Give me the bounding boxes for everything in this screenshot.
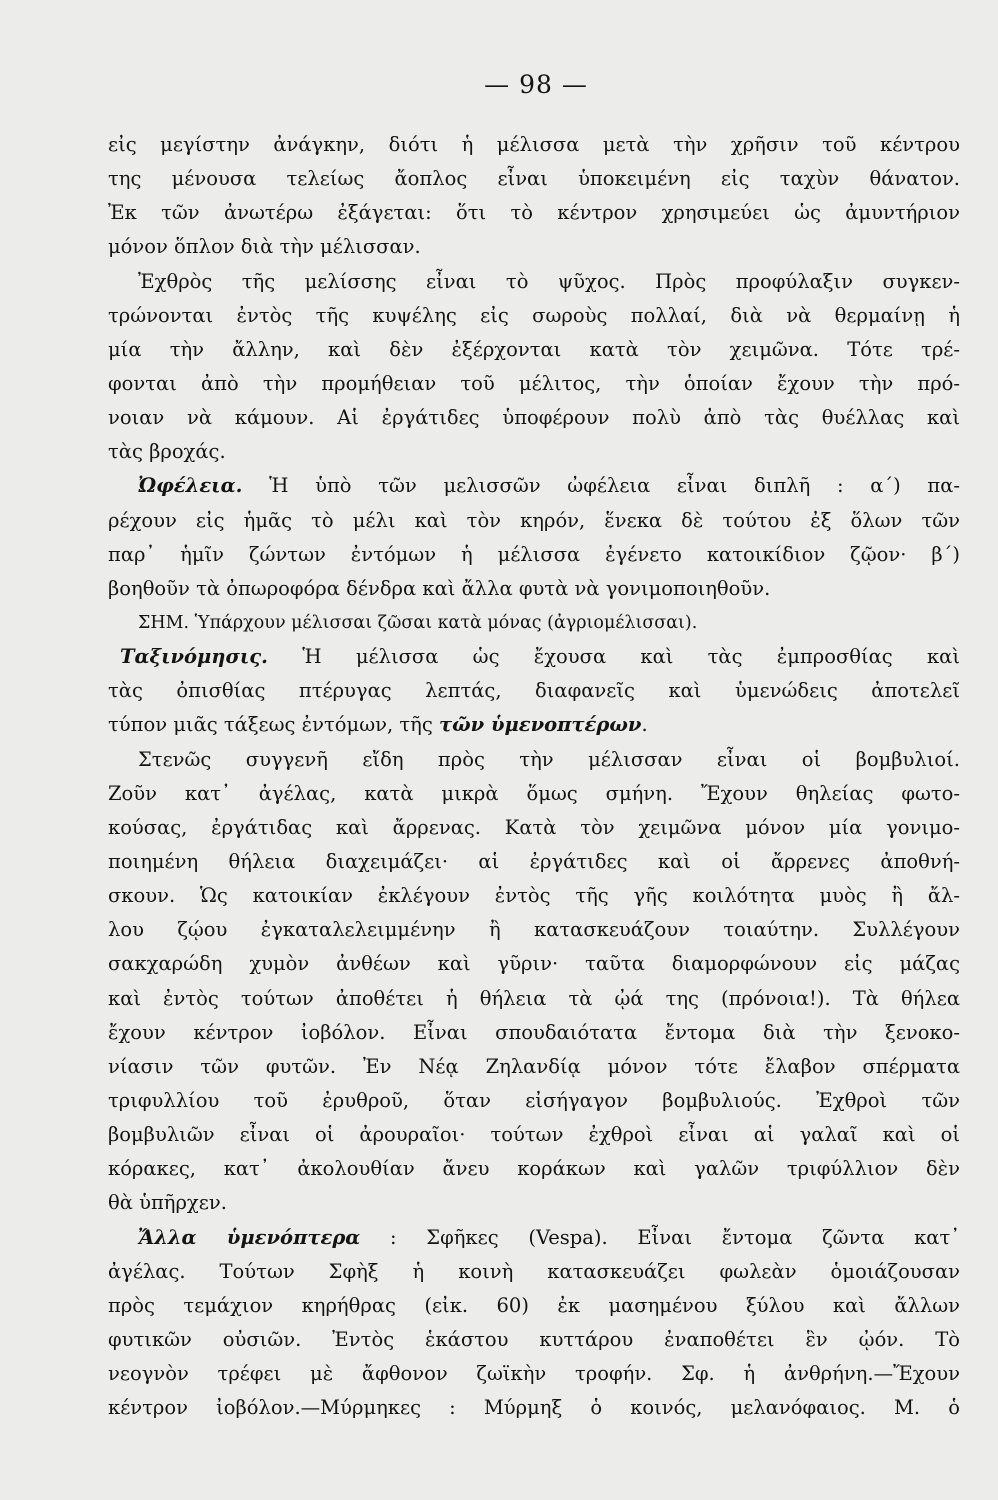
text-line: σκουν. Ὡς κατοικίαν ἐκλέγουν ἐντὸς τῆς γῆς κοιλότητα μυὸς ἢ ἄλ- bbox=[108, 884, 960, 908]
text-span: τύπον μιᾶς τάξεως ἐντόμων, τῆς bbox=[108, 713, 439, 737]
text-line bbox=[108, 640, 960, 674]
text-line: κούσας, ἐργάτιδας καὶ ἄρρενας. Κατὰ τὸν χειμῶνα μόνον μία γονιμο- bbox=[108, 815, 960, 839]
text-line: πρὸς τεμάχιον κηρήθρας (εἰκ. 60) ἐκ μασημένου ξύλου καὶ ἄλλων bbox=[108, 1293, 960, 1317]
text-line: Ἐχθρὸς τῆς μελίσσης εἶναι τὸ ψῦχος. Πρὸς προφύλαξιν συγκεν- bbox=[138, 269, 960, 293]
text-line: λου ζῴου ἐγκαταλελειμμένην ἢ κατασκευάζουν τοιαύτην. Συλλέγουν bbox=[108, 918, 960, 942]
text-line: παρ᾿ ἡμῖν ζώντων ἐντόμων ἡ μέλισσα ἐγένετο κατοικίδιον ζῷον· β΄) bbox=[108, 542, 960, 566]
text-line: νοιαν νὰ κάμουν. Αἱ ἐργάτιδες ὑποφέρουν πολὺ ἀπὸ τὰς θυέλλας καὶ bbox=[108, 406, 960, 430]
text-line: καὶ ἐντὸς τούτων ἀποθέτει ἡ θήλεια τὰ ᾠά της (πρόνοια!). Τὰ θήλεα bbox=[108, 986, 960, 1010]
text-line: τρώνονται ἐντὸς τῆς κυψέλης εἰς σωροὺς πολλαί, διὰ νὰ θερμαίνῃ ἡ bbox=[108, 303, 960, 327]
text-line: νίασιν τῶν φυτῶν. Ἐν Νέᾳ Ζηλανδίᾳ μόνον τότε ἔλαβον σπέρματα bbox=[108, 1054, 960, 1078]
text-line: βοηθοῦν τὰ ὀπωροφόρα δένδρα καὶ ἄλλα φυτὰ νὰ γονιμοποιηθοῦν. bbox=[108, 576, 771, 600]
section-heading-other-hymenoptera: Ἄλλα ὑμενόπτερα bbox=[138, 1225, 361, 1249]
text-line: ρέχουν εἰς ἡμᾶς τὸ μέλι καὶ τὸν κηρόν, ἕνεκα δὲ τούτου ἐξ ὅλων τῶν bbox=[108, 508, 960, 532]
text-line: της μένουσα τελείως ἄοπλος εἶναι ὑποκειμένη εἰς ταχὺν θάνατον. bbox=[108, 167, 960, 191]
section-heading-classification: Ταξινόμησις. bbox=[120, 645, 268, 669]
term-hymenoptera: τῶν ὑμενοπτέρων bbox=[438, 713, 642, 737]
text-line: φονται ἀπὸ τὴν προμήθειαν τοῦ μέλιτος, τὴν ὁποίαν ἔχουν τὴν πρό- bbox=[108, 371, 960, 395]
text-line: Στενῶς συγγενῆ εἴδη πρὸς τὴν μέλισσαν εἶναι οἱ βομβυλιοί. bbox=[138, 747, 960, 771]
text-line: βομβυλιῶν εἶναι οἱ ἀρουραῖοι· τούτων ἐχθροὶ εἶναι αἱ γαλαῖ καὶ οἱ bbox=[108, 1123, 960, 1147]
text-line: σακχαρώδη χυμὸν ἀνθέων καὶ γῦριν· ταῦτα διαμορφώνουν εἰς μάζας bbox=[108, 952, 960, 976]
text-line bbox=[108, 1221, 960, 1255]
text-line: μόνον ὅπλον διὰ τὴν μέλισσαν. bbox=[108, 235, 421, 259]
text-line: μία τὴν ἄλλην, καὶ δὲν ἐξέρχονται κατὰ τὸν χειμῶνα. Τότε τρέ- bbox=[108, 337, 960, 361]
text-line: Ἐκ τῶν ἀνωτέρω ἐξάγεται: ὅτι τὸ κέντρον χρησιμεύει ὡς ἀμυντήριον bbox=[108, 201, 960, 225]
text-line: ποιημένη θήλεια διαχειμάζει· αἱ ἐργάτιδες καὶ οἱ ἄρρενες ἀποθνή- bbox=[108, 849, 960, 873]
note-line: ΣΗΜ. Ὑπάρχουν μέλισσαι ζῶσαι κατὰ μόνας (ἀγριομέλισσαι). bbox=[138, 612, 698, 633]
text-line: νεογνὸν τρέφει μὲ ἄφθονον ζωϊκὴν τροφήν. Σφ. ἡ ἀνθρήνη.—Ἔχουν bbox=[108, 1362, 960, 1386]
text-line: κέντρον ἰοβόλον.—Μύρμηκες : Μύρμηξ ὁ κοινός, μελανόφαιος. Μ. ὁ bbox=[108, 1396, 960, 1420]
text-line: ἔχουν κέντρον ἰοβόλον. Εἶναι σπουδαιότατα ἔντομα διὰ τὴν ξενοκο- bbox=[108, 1020, 960, 1044]
text-line: εἰς μεγίστην ἀνάγκην, διότι ἡ μέλισσα μετὰ τὴν χρῆσιν τοῦ κέντρου bbox=[108, 133, 960, 156]
text-span: . bbox=[641, 713, 648, 737]
text-line: φυτικῶν οὐσιῶν. Ἐντὸς ἑκάστου κυττάρου ἐναποθέτει ἓν ᾠόν. Τὸ bbox=[108, 1327, 960, 1351]
text-line: τὰς ὀπισθίας πτέρυγας λεπτάς, διαφανεῖς καὶ ὑμενώδεις ἀποτελεῖ bbox=[108, 679, 960, 703]
text-line: τὰς βροχάς. bbox=[108, 440, 226, 464]
text-line: ἀγέλας. Τούτων Σφὴξ ἡ κοινὴ κατασκευάζει φωλεὰν ὁμοιάζουσαν bbox=[108, 1259, 960, 1283]
text-span: Ἡ μέλισσα ὡς ἔχουσα καὶ τὰς ἐμπροσθίας καὶ bbox=[267, 645, 960, 669]
text-span: Ἡ ὑπὸ τῶν μελισσῶν ὠφέλεια εἶναι διπλῆ : α΄) πα- bbox=[242, 474, 960, 498]
text-line: θὰ ὑπῆρχεν. bbox=[108, 1191, 227, 1215]
text-line bbox=[108, 708, 960, 742]
text-span: : Σφῆκες (Vespa). Εἶναι ἔντομα ζῶντα κατ᾿ bbox=[360, 1225, 960, 1249]
page-number: — 98 — bbox=[484, 70, 588, 99]
section-heading-benefit: Ὠφέλεια. bbox=[138, 474, 243, 498]
text-line: Ζοῦν κατ᾿ ἀγέλας, κατὰ μικρὰ ὅμως σμήνη. Ἔχουν θηλείας φωτο- bbox=[108, 781, 960, 805]
text-line: κόρακες, κατ᾿ ἀκολουθίαν ἄνευ κοράκων καὶ γαλῶν τριφύλλιον δὲν bbox=[108, 1157, 960, 1181]
text-line: τριφυλλίου τοῦ ἐρυθροῦ, ὅταν εἰσήγαγον βομβυλιούς. Ἐχθροὶ τῶν bbox=[108, 1088, 960, 1112]
body-text bbox=[108, 128, 960, 1425]
text-line bbox=[108, 469, 960, 503]
